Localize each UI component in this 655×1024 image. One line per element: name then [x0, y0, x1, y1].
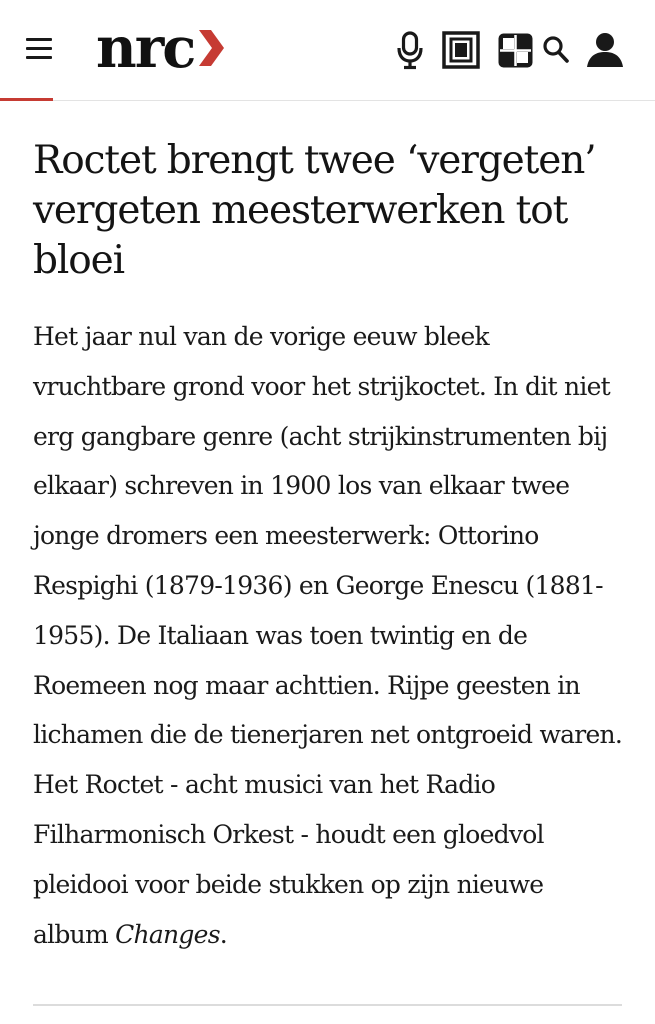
menu-icon[interactable] [26, 38, 52, 60]
microphone-icon[interactable] [393, 28, 427, 72]
user-icon[interactable] [585, 28, 625, 72]
lead-end: . [219, 919, 227, 949]
lead-text: Het jaar nul van de vorige eeuw bleek vruchtbare grond voor het strijkoctet. In dit niet erg gangbare genre (acht strijkinstrumenten bij elkaar) schreven in 1900 los van elkaar twee jonge dromers een meesterwerk: Ottorino Respighi (1879-1936) en George Enescu (1881-1955). De Italiaan was toen twintig en de Roemeen nog maar achttien. Rijpe geesten in lichamen die de tienerjaren net ontgroeid waren. Het Roctet - acht musici van het Radio Filharmonisch Orkest - houdt een gloedvol pleidooi voor beide stukken op zijn nieuwe album [33, 322, 623, 949]
header-icons [393, 28, 625, 72]
album-title: Changes [115, 919, 220, 949]
article [33, 136, 623, 959]
logo-chevron-icon [196, 28, 226, 68]
divider [33, 1004, 622, 1006]
logo-text: nrc [96, 15, 195, 81]
menu-active-indicator [0, 98, 53, 101]
nrc-logo[interactable] [96, 16, 226, 80]
search-icon[interactable] [541, 28, 571, 72]
article-lead [33, 312, 623, 959]
article-title: Roctet brengt twee ‘vergeten’ vergeten meesterwerken tot bloei [33, 138, 596, 283]
puzzle-grid-icon[interactable] [495, 28, 535, 72]
top-bar [0, 0, 655, 101]
newspaper-icon[interactable] [441, 28, 481, 72]
